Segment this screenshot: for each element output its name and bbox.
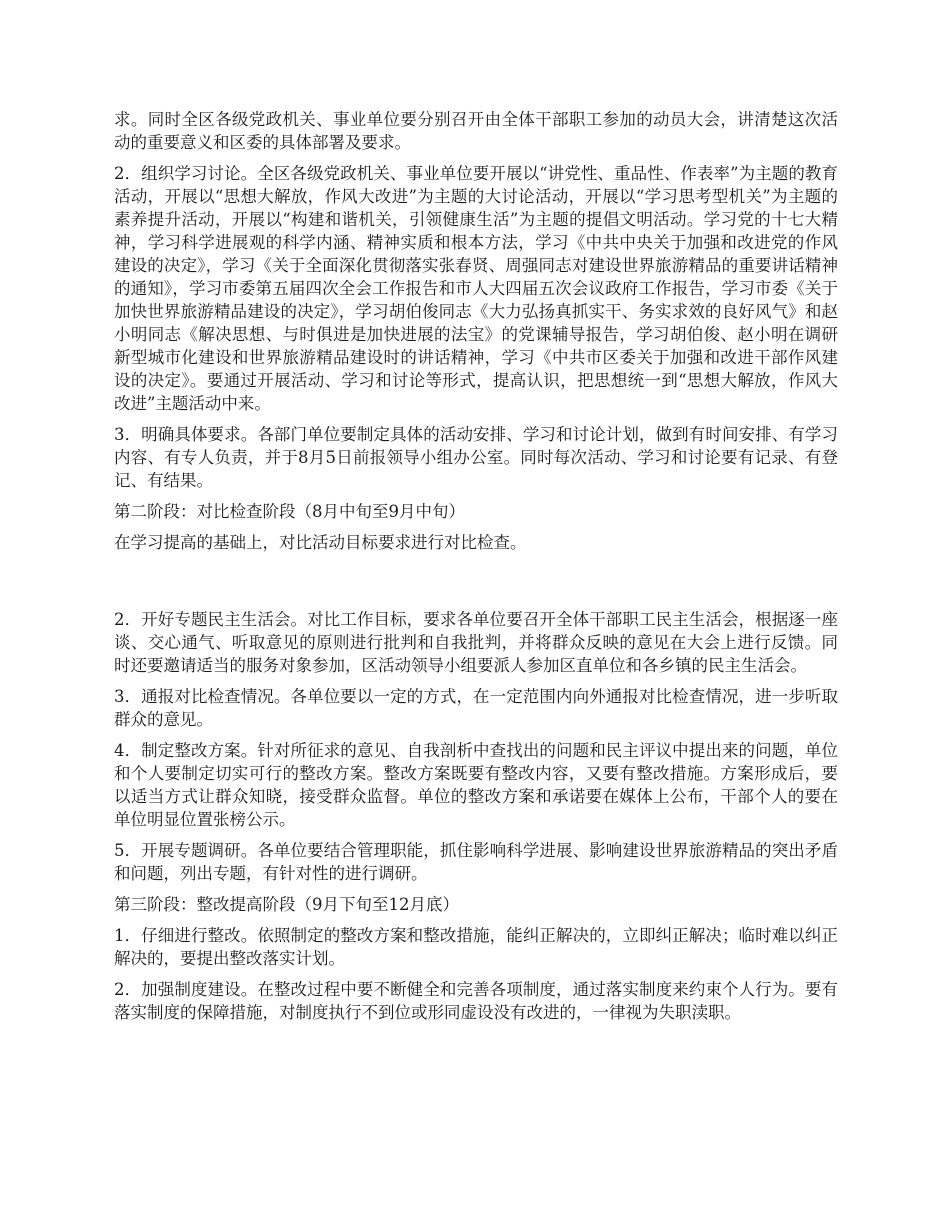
paragraph: 1．仔细进行整改。依照制定的整改方案和整改措施，能纠正解决的，立即纠正解决；临时难以纠正解决的，要提出整改落实计划。 [114, 926, 838, 968]
paragraph: 2．加强制度建设。在整改过程中要不断健全和完善各项制度，通过落实制度来约束个人行为。要有落实制度的保障措施，对制度执行不到位或形同虚设没有改进的，一律视为失职渎职。 [114, 980, 838, 1022]
paragraph: 2．组织学习讨论。全区各级党政机关、事业单位要开展以“讲党性、重品性、作表率”为主题的教育活动，开展以“思想大解放，作风大改进”为主题的大讨论活动，开展以“学习思考型机关”为主题的素养提升活动，开展以“构建和谐机关，引领健康生活”为主题的提倡文明活动。学习党的十七大精神，学习科学进展观的科学内涵、精神实质和根本方法，学习《中共中央关于加强和改进党的作风建设的决定》，学习《关于全面深化贯彻落实张春贤、周强同志对建设世界旅游精品的重要讲话精神的通知》，学习市委第五届四次全会工作报告和市人大四届五次会议政府工作报告，学习市委《关于加快世界旅游精品建设的决定》，学习胡伯俊同志《大力弘扬真抓实干、务实求效的良好风气》和赵小明同志《解决思想、与时俱进是加快进展的法宝》的党课辅导报告，学习胡伯俊、赵小明在调研新型城市化建设和世界旅游精品建设时的讲话精神，学习《中共市区委关于加强和改进干部作风建设的决定》。要通过开展活动、学习和讨论等形式，提高认识，把思想统一到“思想大解放，作风大改进”主题活动中来。 [114, 164, 838, 413]
paragraph: 在学习提高的基础上，对比活动目标要求进行对比检查。 [114, 533, 527, 552]
blank-gap [114, 562, 838, 608]
section-heading: 第二阶段：对比检查阶段（8月中旬至9月中旬） [114, 502, 465, 521]
document-page [114, 108, 838, 1032]
paragraph: 3．通报对比检查情况。各单位要以一定的方式，在一定范围内向外通报对比检查情况，进一步听取群众的意见。 [114, 687, 838, 729]
paragraph: 4．制定整改方案。针对所征求的意见、自我剖析中查找出的问题和民主评议中提出来的问题，单位和个人要制定切实可行的整改方案。整改方案既要有整改内容，又要有整改措施。方案形成后，要以适当方式让群众知晓，接受群众监督。单位的整改方案和承诺要在媒体上公布，干部个人的要在单位明显位置张榜公示。 [114, 741, 838, 829]
paragraph: 2．开好专题民主生活会。对比工作目标，要求各单位要召开全体干部职工民主生活会，根据逐一座谈、交心通气、听取意见的原则进行批判和自我批判，并将群众反映的意见在大会上进行反馈。同时还要邀请适当的服务对象参加，区活动领导小组要派人参加区直单位和各乡镇的民主生活会。 [114, 610, 838, 675]
section-heading: 第三阶段：整改提高阶段（9月下旬至12月底） [114, 895, 459, 914]
paragraph: 求。同时全区各级党政机关、事业单位要分别召开由全体干部职工参加的动员大会，讲清楚这次活动的重要意义和区委的具体部署及要求。 [114, 110, 838, 152]
paragraph: 5．开展专题调研。各单位要结合管理职能，抓住影响科学进展、影响建设世界旅游精品的突出矛盾和问题，列出专题，有针对性的进行调研。 [114, 841, 838, 883]
paragraph: 3．明确具体要求。各部门单位要制定具体的活动安排、学习和讨论计划，做到有时间安排、有学习内容、有专人负责，并于8月5日前报领导小组办公室。同时每次活动、学习和讨论要有记录、有登记、有结果。 [114, 425, 838, 490]
